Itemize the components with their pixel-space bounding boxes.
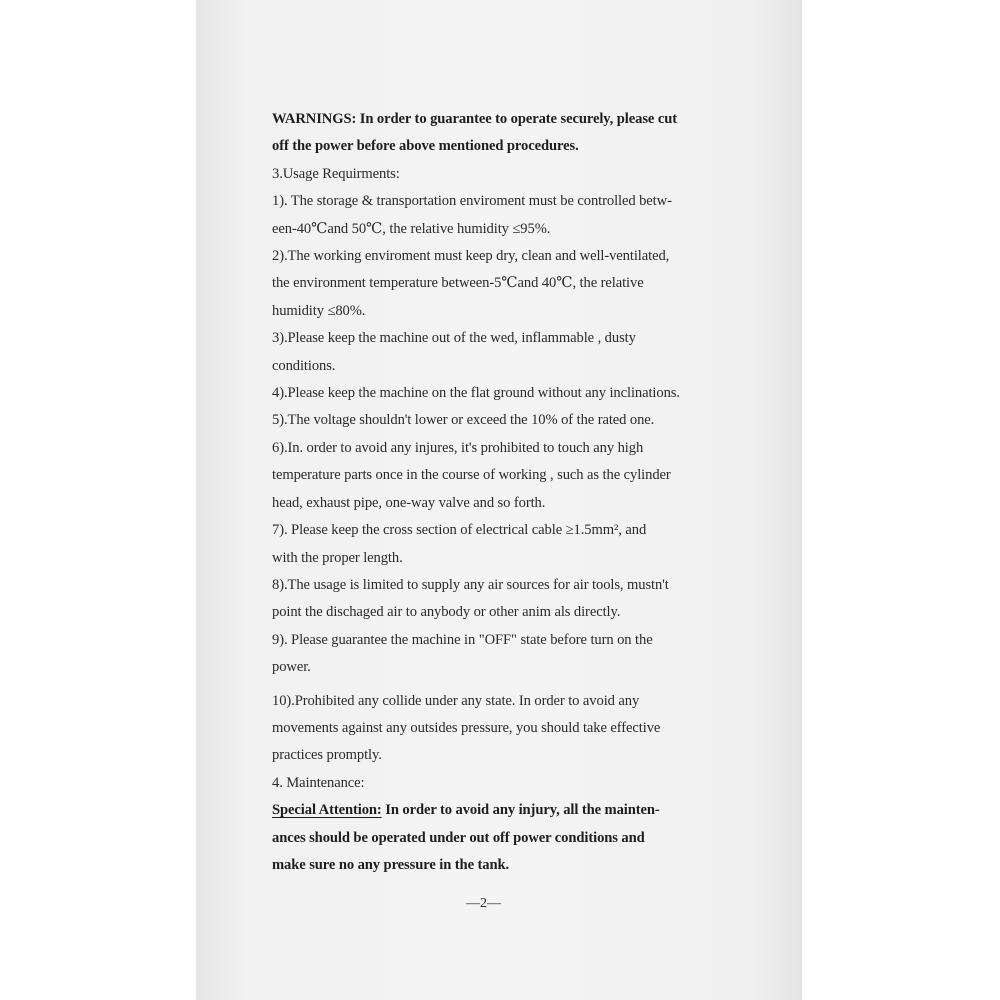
usage-line: 10).Prohibited any collide under any state. In order to avoid any: [272, 692, 640, 709]
usage-line: temperature parts once in the course of working , such as the cylinder: [272, 467, 671, 484]
usage-heading: 3.Usage Requirments:: [272, 165, 400, 182]
usage-line: 3).Please keep the machine out of the wed, inflammable , dusty: [272, 330, 636, 347]
usage-line: 6).In. order to avoid any injures, it's prohibited to touch any high: [272, 439, 644, 456]
maintenance-heading: 4. Maintenance:: [272, 774, 365, 791]
page-content: [272, 106, 750, 879]
usage-line: movements against any outsides pressure, you should take effective: [272, 719, 661, 736]
usage-line: the environment temperature between-5℃and 40℃, the relative: [272, 275, 644, 292]
usage-line: 1). The storage & transportation enviroment must be controlled betw-: [272, 193, 672, 210]
usage-line: practices promptly.: [272, 747, 382, 764]
usage-line: 4).Please keep the machine on the flat ground without any inclinations.: [272, 385, 680, 402]
special-attention-line: ances should be operated under out off power conditions and: [272, 829, 645, 846]
special-attention-line: [272, 797, 750, 824]
usage-line: head, exhaust pipe, one-way valve and so forth.: [272, 494, 546, 511]
usage-line: power.: [272, 659, 311, 676]
warning-line: WARNINGS: In order to guarantee to operate securely, please cut: [272, 111, 677, 127]
usage-line: with the proper length.: [272, 549, 403, 566]
usage-line: 5).The voltage shouldn't lower or exceed the 10% of the rated one.: [272, 412, 655, 429]
page-number: —2—: [466, 896, 501, 911]
special-attention-label: Special Attention:: [272, 802, 382, 819]
usage-line: point the dischaged air to anybody or other anim als directly.: [272, 604, 621, 621]
manual-page: [196, 0, 802, 1000]
special-attention-line: make sure no any pressure in the tank.: [272, 856, 510, 873]
usage-line: conditions.: [272, 357, 336, 374]
usage-line: een-40℃and 50℃, the relative humidity ≤95%.: [272, 220, 551, 237]
special-attention-text: In order to avoid any injury, all the mainten-: [381, 802, 660, 819]
usage-line: 7). Please keep the cross section of electrical cable ≥1.5mm², and: [272, 522, 647, 539]
usage-line: 9). Please guarantee the machine in "OFF" state before turn on the: [272, 631, 653, 648]
usage-line: humidity ≤80%.: [272, 302, 366, 319]
usage-line: 8).The usage is limited to supply any air sources for air tools, mustn't: [272, 576, 669, 593]
warning-line: off the power before above mentioned procedures.: [272, 138, 579, 155]
usage-line: 2).The working enviroment must keep dry, clean and well-ventilated,: [272, 248, 670, 265]
